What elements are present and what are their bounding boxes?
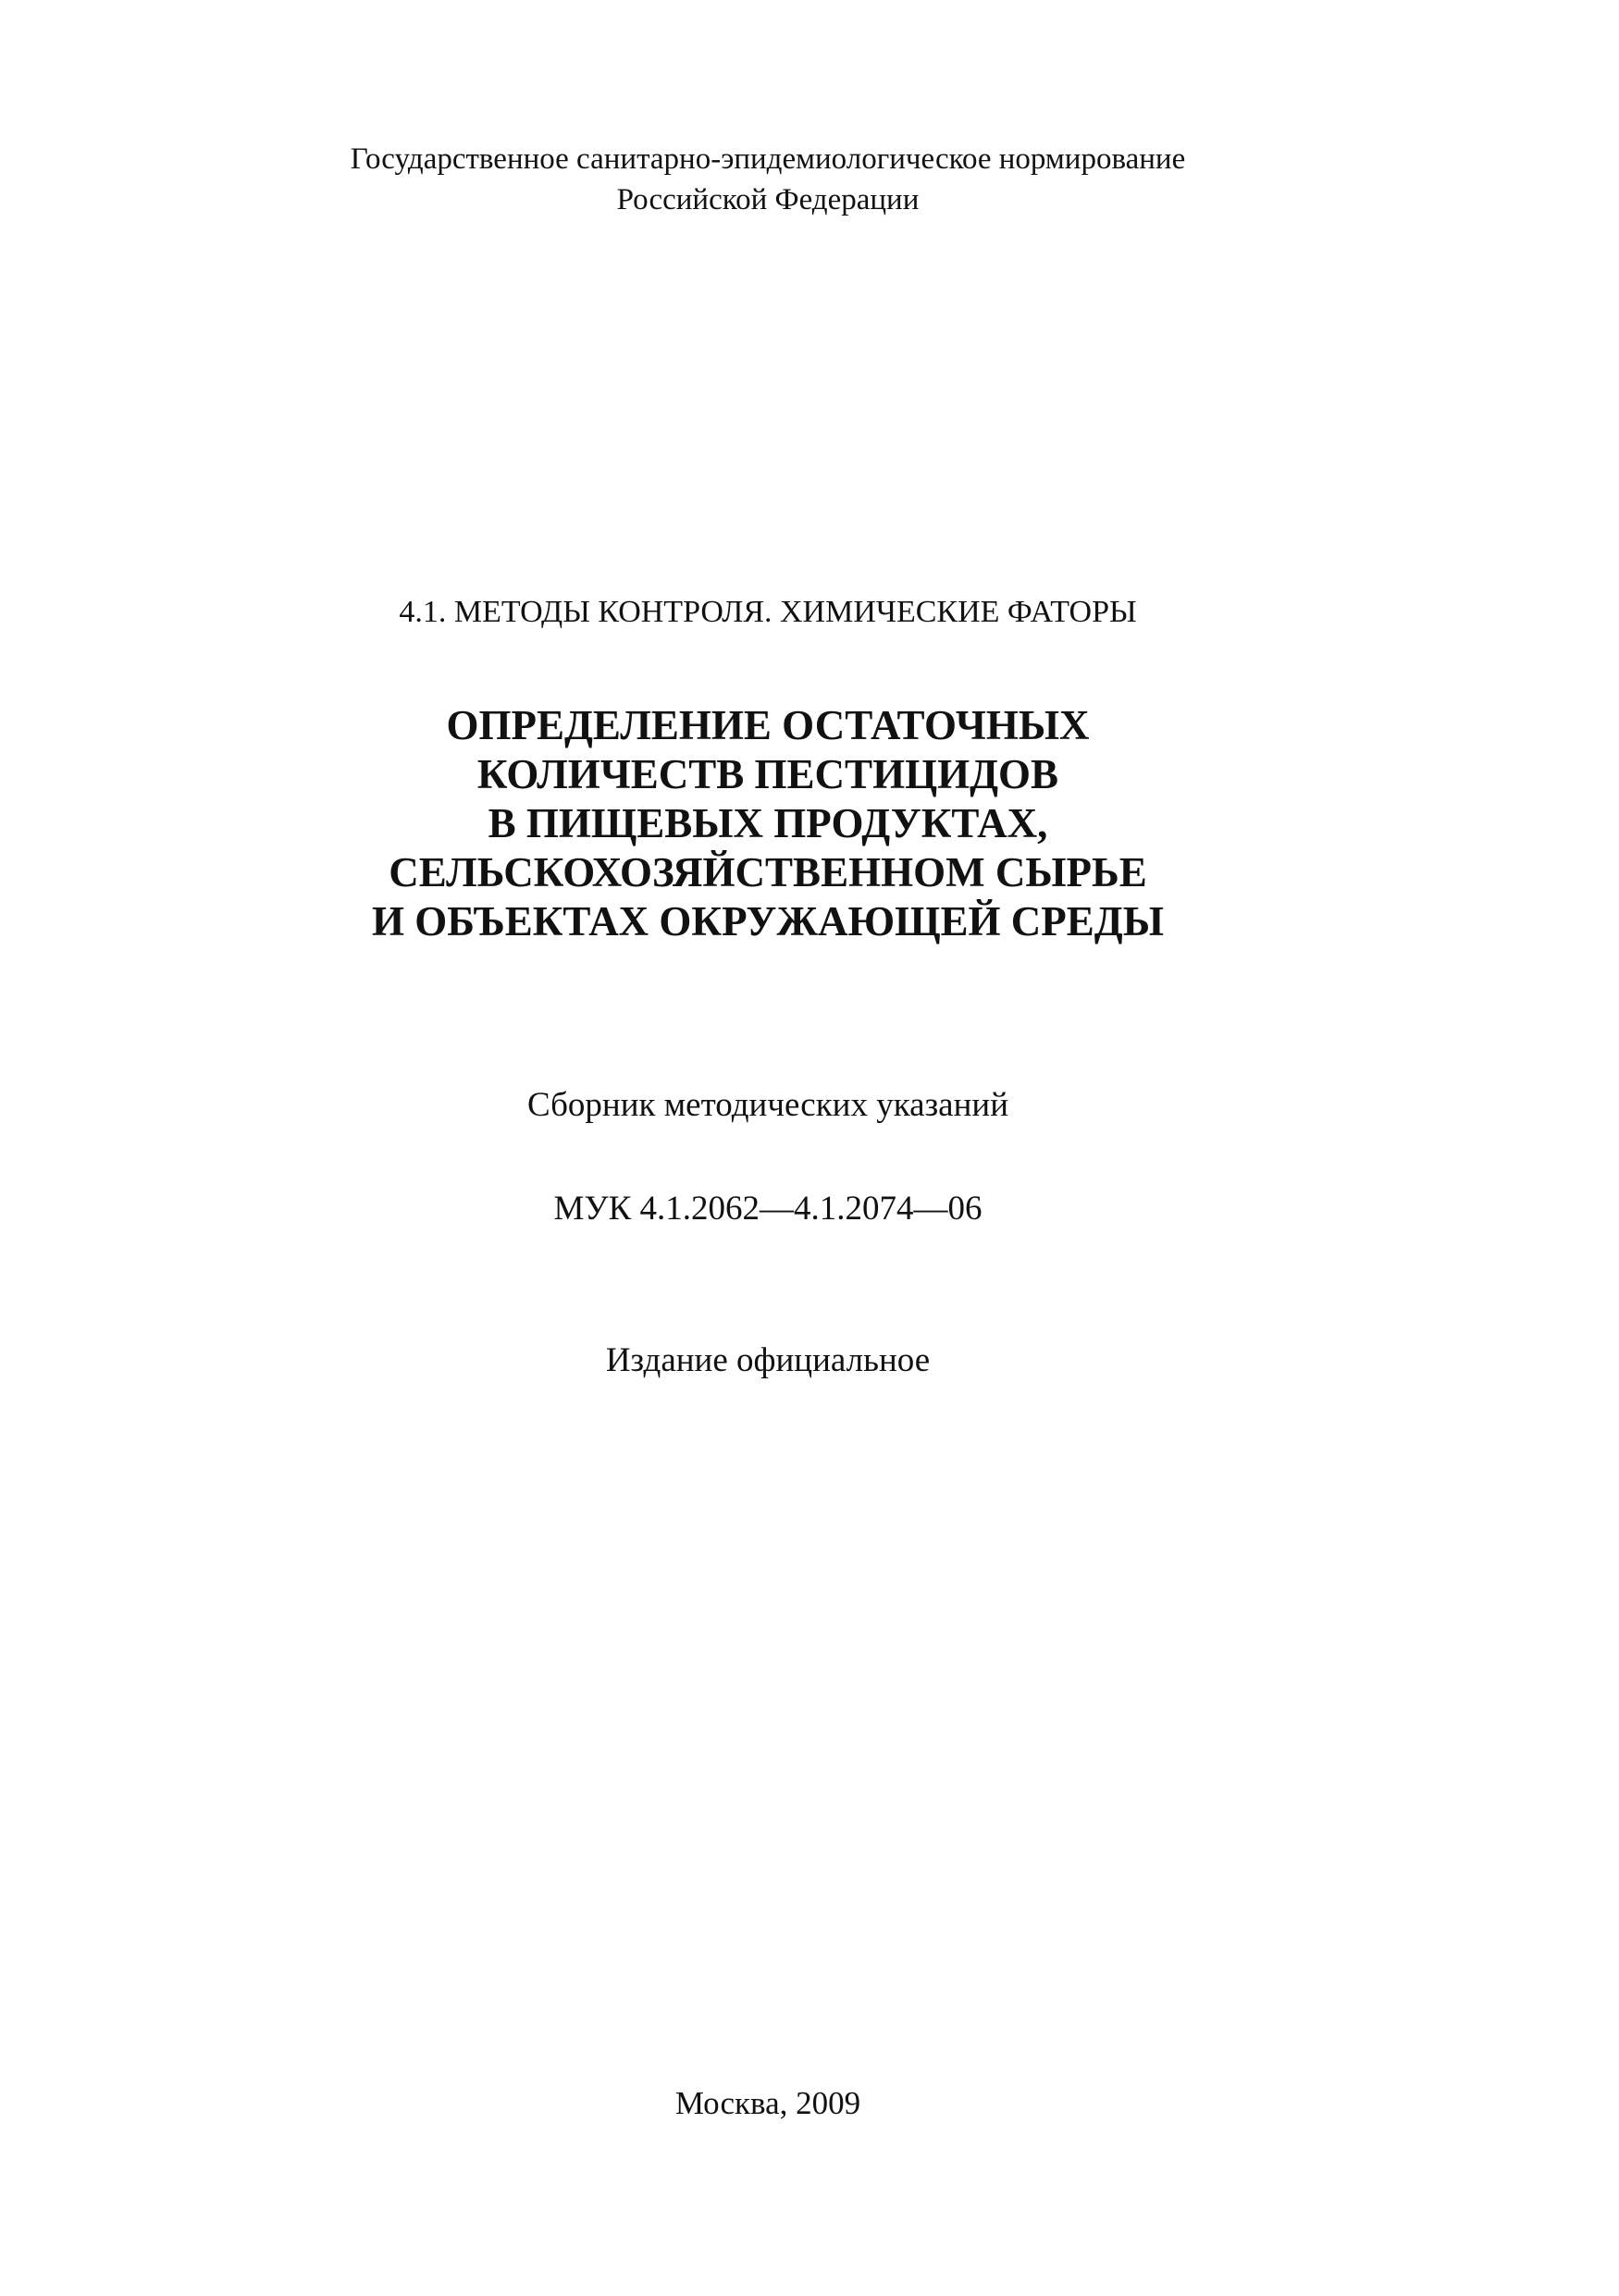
title-line-5: И ОБЪЕКТАХ ОКРУЖАЮЩЕЙ СРЕДЫ [372, 898, 1164, 944]
header-line-1: Государственное санитарно-эпидемиологическое нормирование [350, 142, 1186, 176]
collection-label: Сборник методических указаний [526, 1086, 1009, 1124]
place-and-year: Москва, 2009 [674, 2085, 861, 2121]
title-line-4: СЕЛЬСКОХОЗЯЙСТВЕННОМ СЫРЬЕ [389, 849, 1147, 895]
title-line-2: КОЛИЧЕСТВ ПЕСТИЦИДОВ [476, 751, 1059, 797]
series-heading: 4.1. МЕТОДЫ КОНТРОЛЯ. ХИМИЧЕСКИЕ ФАТОРЫ [399, 595, 1137, 629]
document-code: МУК 4.1.2062—4.1.2074—06 [553, 1190, 983, 1228]
title-line-3: В ПИЩЕВЫХ ПРОДУКТАХ, [488, 800, 1048, 846]
title-line-1: ОПРЕДЕЛЕНИЕ ОСТАТОЧНЫХ [446, 702, 1090, 748]
header-line-2: Российской Федерации [616, 183, 920, 216]
edition-label: Издание официальное [605, 1341, 931, 1379]
